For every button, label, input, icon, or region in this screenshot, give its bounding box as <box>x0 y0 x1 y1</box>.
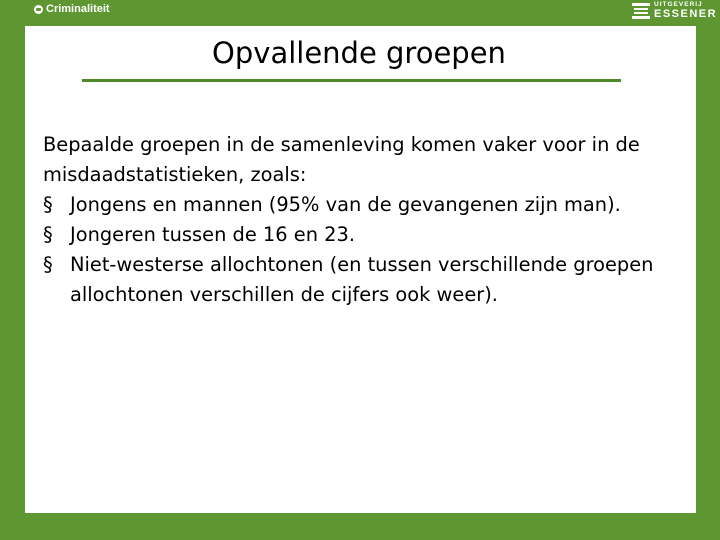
publisher-logo <box>632 2 717 20</box>
list-item <box>43 250 683 310</box>
publisher-line2: ESSENER <box>654 7 718 20</box>
slide-body <box>43 130 683 310</box>
title-divider <box>82 79 621 82</box>
bullet-text: Jongeren tussen de 16 en 23. <box>70 223 355 246</box>
section-label <box>34 3 110 15</box>
slide-title: Opvallende groepen <box>212 36 506 70</box>
list-item <box>43 190 683 220</box>
bullet-marker: § <box>43 253 53 276</box>
bullet-text: Niet-westerse allochtonen (en tussen verschillende groepen allochtonen verschillen de cijfers ook weer). <box>70 253 654 306</box>
bullet-list <box>43 190 683 310</box>
bullet-marker: § <box>43 223 53 246</box>
publisher-text <box>654 2 717 20</box>
header-bar <box>0 0 720 26</box>
book-stack-icon <box>632 2 650 20</box>
brand-icon <box>34 5 43 14</box>
publisher-line1: UITGEVERIJ <box>654 1 703 9</box>
list-item <box>43 220 683 250</box>
slide-panel <box>25 26 696 513</box>
bullet-marker: § <box>43 193 53 216</box>
intro-text: Bepaalde groepen in de samenleving komen vaker voor in de misdaadstatistieken, zoals: <box>43 133 640 186</box>
section-title: Criminaliteit <box>46 3 110 15</box>
bullet-text: Jongens en mannen (95% van de gevangenen zijn man). <box>70 193 621 216</box>
